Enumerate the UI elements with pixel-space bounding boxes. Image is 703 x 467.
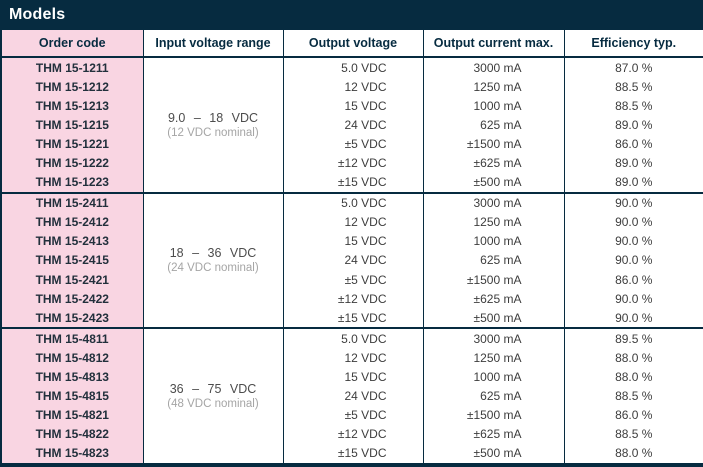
output-voltage-cell: 15 VDC [283,96,423,115]
output-voltage-cell: 15 VDC [283,232,423,251]
efficiency-cell: 88.5 % [564,387,703,406]
output-current-cell: 1250 mA [423,77,564,96]
output-current-cell: 625 mA [423,387,564,406]
output-current-cell: 1250 mA [423,348,564,367]
output-current-cell: ±1500 mA [423,270,564,289]
input-voltage-range: 9.0 – 18 VDC [167,110,259,125]
order-code-cell: THM 15-4813 [1,368,143,387]
header-row [1,30,703,58]
table-row [1,173,703,193]
output-voltage-cell: ±5 VDC [283,134,423,153]
efficiency-cell: 90.0 % [564,308,703,328]
output-current-cell: ±500 mA [423,444,564,465]
output-voltage-cell: ±5 VDC [283,270,423,289]
efficiency-cell: 89.0 % [564,173,703,193]
order-code-cell: THM 15-2411 [1,193,143,213]
order-code-cell: THM 15-4812 [1,348,143,367]
output-voltage-cell: 24 VDC [283,251,423,270]
output-current-cell: 1000 mA [423,96,564,115]
output-voltage-cell: ±12 VDC [283,153,423,172]
efficiency-cell: 89.5 % [564,328,703,348]
output-voltage-cell: 5.0 VDC [283,328,423,348]
output-voltage-cell: 24 VDC [283,115,423,134]
table-row [1,251,703,270]
table-row [1,425,703,444]
output-current-cell: ±625 mA [423,425,564,444]
efficiency-cell: 89.0 % [564,153,703,172]
order-code-cell: THM 15-2423 [1,308,143,328]
table-row [1,134,703,153]
output-voltage-cell: 24 VDC [283,387,423,406]
table-row [1,308,703,328]
table-row [1,368,703,387]
input-voltage-nominal: (12 VDC nominal) [167,126,259,139]
table-row [1,406,703,425]
table-row [1,328,703,348]
efficiency-cell: 88.5 % [564,77,703,96]
table-row [1,193,703,213]
efficiency-cell: 88.5 % [564,96,703,115]
order-code-cell: THM 15-2413 [1,232,143,251]
output-current-cell: ±625 mA [423,153,564,172]
order-code-cell: THM 15-1211 [1,57,143,77]
input-range-cell [143,57,283,193]
efficiency-cell: 89.0 % [564,115,703,134]
efficiency-cell: 88.0 % [564,348,703,367]
output-voltage-cell: ±12 VDC [283,425,423,444]
efficiency-cell: 90.0 % [564,193,703,213]
efficiency-cell: 86.0 % [564,134,703,153]
input-range-cell [143,328,283,465]
output-voltage-cell: ±15 VDC [283,173,423,193]
table-row [1,387,703,406]
output-current-cell: 1250 mA [423,213,564,232]
header-output-voltage: Output voltage [283,30,423,58]
order-code-cell: THM 15-1213 [1,96,143,115]
efficiency-cell: 88.5 % [564,425,703,444]
output-current-cell: 625 mA [423,251,564,270]
output-current-cell: ±500 mA [423,308,564,328]
order-code-cell: THM 15-1212 [1,77,143,96]
output-voltage-cell: 12 VDC [283,77,423,96]
input-range-cell [143,193,283,329]
table-row [1,77,703,96]
order-code-cell: THM 15-4822 [1,425,143,444]
section-title: Models [9,6,66,23]
header-order-code: Order code [1,30,143,58]
table-row [1,96,703,115]
output-current-cell: 3000 mA [423,328,564,348]
efficiency-cell: 86.0 % [564,270,703,289]
output-voltage-cell: ±12 VDC [283,289,423,308]
input-voltage-nominal: (24 VDC nominal) [167,262,259,275]
efficiency-cell: 90.0 % [564,213,703,232]
order-code-cell: THM 15-4811 [1,328,143,348]
efficiency-cell: 86.0 % [564,406,703,425]
output-voltage-cell: 5.0 VDC [283,57,423,77]
table-row [1,213,703,232]
efficiency-cell: 90.0 % [564,251,703,270]
table-row [1,57,703,77]
output-voltage-cell: 15 VDC [283,368,423,387]
output-current-cell: 1000 mA [423,368,564,387]
input-voltage-nominal: (48 VDC nominal) [167,398,259,411]
output-current-cell: ±1500 mA [423,406,564,425]
order-code-cell: THM 15-4815 [1,387,143,406]
order-code-cell: THM 15-1223 [1,173,143,193]
table-row [1,348,703,367]
efficiency-cell: 88.0 % [564,368,703,387]
table-row [1,289,703,308]
table-row [1,232,703,251]
output-current-cell: ±625 mA [423,289,564,308]
output-voltage-cell: ±5 VDC [283,406,423,425]
order-code-cell: THM 15-2412 [1,213,143,232]
efficiency-cell: 88.0 % [564,444,703,465]
order-code-cell: THM 15-4823 [1,444,143,465]
model-group-2 [1,193,703,329]
output-current-cell: ±1500 mA [423,134,564,153]
efficiency-cell: 90.0 % [564,289,703,308]
output-current-cell: 3000 mA [423,57,564,77]
order-code-cell: THM 15-1222 [1,153,143,172]
output-voltage-cell: ±15 VDC [283,308,423,328]
output-voltage-cell: ±15 VDC [283,444,423,465]
input-voltage-range: 36 – 75 VDC [169,382,257,397]
output-voltage-cell: 12 VDC [283,213,423,232]
table-row [1,153,703,172]
order-code-cell: THM 15-1221 [1,134,143,153]
output-voltage-cell: 5.0 VDC [283,193,423,213]
output-current-cell: 3000 mA [423,193,564,213]
table-row [1,270,703,289]
output-current-cell: 1000 mA [423,232,564,251]
header-input-voltage-range: Input voltage range [143,30,283,58]
model-group-3 [1,328,703,465]
output-voltage-cell: 12 VDC [283,348,423,367]
section-title-bar [0,0,703,29]
order-code-cell: THM 15-2421 [1,270,143,289]
output-current-cell: ±500 mA [423,173,564,193]
output-current-cell: 625 mA [423,115,564,134]
order-code-cell: THM 15-1215 [1,115,143,134]
efficiency-cell: 87.0 % [564,57,703,77]
header-efficiency-typ: Efficiency typ. [564,30,703,58]
models-table [0,29,703,467]
table-row [1,115,703,134]
order-code-cell: THM 15-2422 [1,289,143,308]
order-code-cell: THM 15-4821 [1,406,143,425]
header-output-current-max: Output current max. [423,30,564,58]
input-voltage-range: 18 – 36 VDC [169,246,257,261]
order-code-cell: THM 15-2415 [1,251,143,270]
model-group-1 [1,57,703,193]
efficiency-cell: 90.0 % [564,232,703,251]
